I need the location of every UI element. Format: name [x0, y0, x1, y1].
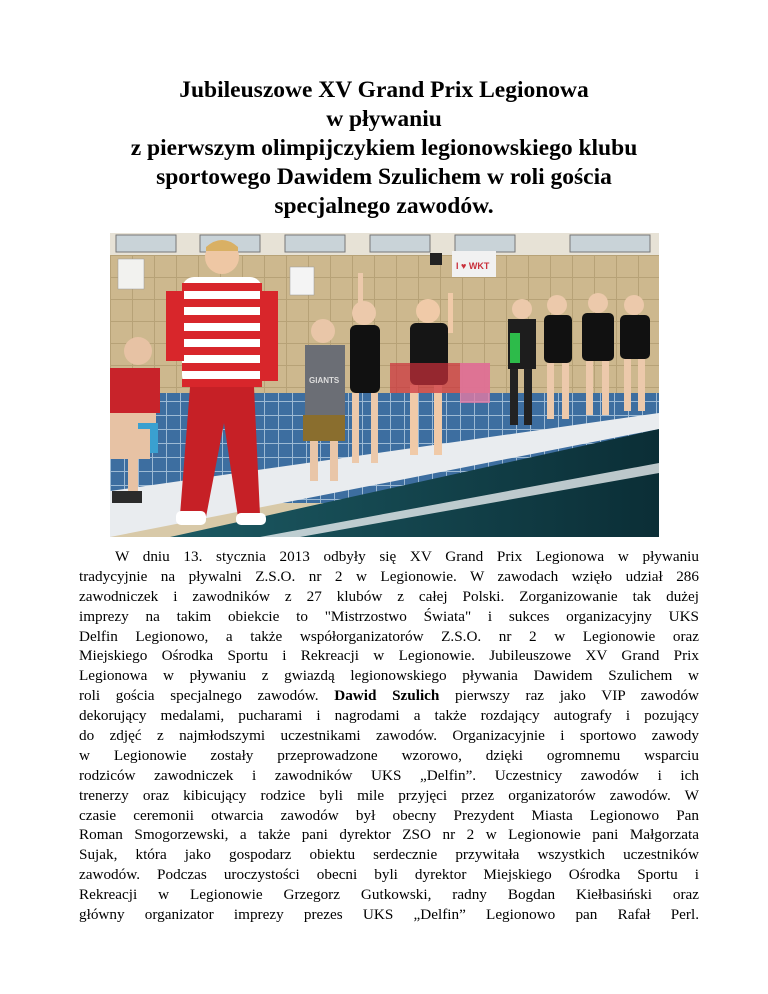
body-line-8 [79, 686, 699, 706]
body-line-8-end: pierwszy raz jako VIP zawodów [455, 687, 700, 705]
body-line-17: zawodów. Podczas uroczystości obecni byli dyrektor Miejskiego Ośrodka Sportu i [79, 866, 699, 884]
shirt-text: GIANTS [309, 376, 340, 385]
body-line-19: główny organizator imprezy prezes UKS „Delfin” Legionowo pan Rafał Perl. [79, 906, 699, 924]
title-line-1: Jubileuszowe XV Grand Prix Legionowa [179, 76, 589, 103]
body-line-7: Legionowa w pływaniu z gwiazdą legionowskiego pływania Dawidem Szulichem w [79, 667, 699, 685]
body-line-3: zawodniczek i zawodników z 27 klubów z całej Polski. Zorganizowanie tak dużej [79, 587, 699, 605]
banner-text: I ♥ WKT [456, 261, 490, 271]
athlete-name-bold: Dawid Szulich [334, 687, 440, 705]
title-line-2: w pływaniu [326, 105, 442, 132]
body-line-15: Roman Smogorzewski, a także pani dyrektor ZSO nr 2 w Legionowie pani Małgorzata [79, 826, 699, 844]
body-line-13: trenerzy oraz kibicujący rodzice byli mile przyjęci przez organizatorów zawodów. W [79, 786, 699, 804]
body-line-12: rodziców zawodniczek i zawodników UKS „Delfin”. Uczestnicy zawodów i ich [79, 766, 699, 784]
article-body [79, 547, 699, 925]
title-line-5: specjalnego zawodów. [274, 192, 494, 219]
body-line-18: Rekreacji w Legionowie Grzegorz Gutkowski, radny Bogdan Kiełbasiński oraz [79, 886, 699, 904]
body-line-14: czasie ceremonii otwarcia zawodów był obecny Prezydent Miasta Legionowo Pan [79, 806, 699, 824]
body-line-8-start: roli gościa specjalnego zawodów. [79, 687, 319, 705]
body-line-16: Sujak, która jako gospodarz obiektu serdecznie przywitała wszystkich uczestników [79, 846, 699, 864]
article-photo [110, 233, 659, 537]
body-line-1: W dniu 13. stycznia 2013 odbyły się XV Grand Prix Legionowa w pływaniu [115, 548, 699, 565]
body-line-2: tradycyjnie na pływalni Z.S.O. nr 2 w Legionowie. W zawodach wzięło udział 286 [79, 567, 699, 585]
body-line-5: Delfin Legionowo, a także współorganizatorów Z.S.O. nr 2 w Legionowie oraz [79, 627, 699, 645]
title-line-3: z pierwszym olimpijczykiem legionowskiego klubu [130, 134, 638, 161]
body-line-4: imprezy na takim obiekcie to "Mistrzostwo Świata" i sukces organizacyjny UKS [79, 607, 699, 625]
body-line-6: Miejskiego Ośrodka Sportu i Rekreacji w Legionowie. Jubileuszowe XV Grand Prix [79, 647, 699, 665]
title-line-4: sportowego Dawidem Szulichem w roli gościa [156, 163, 612, 190]
body-line-11: w Legionowie zostały przeprowadzone wzorowo, dzięki ogromnemu wsparciu [79, 746, 699, 764]
body-line-9: dekorujący medalami, pucharami i nagrodami a także rozdający autografy i pozujący [79, 707, 699, 725]
body-line-10: do zdjęć z najmłodszymi uczestnikami zawodów. Organizacyjnie i sportowo zawody [79, 727, 699, 745]
article-title [40, 76, 728, 221]
